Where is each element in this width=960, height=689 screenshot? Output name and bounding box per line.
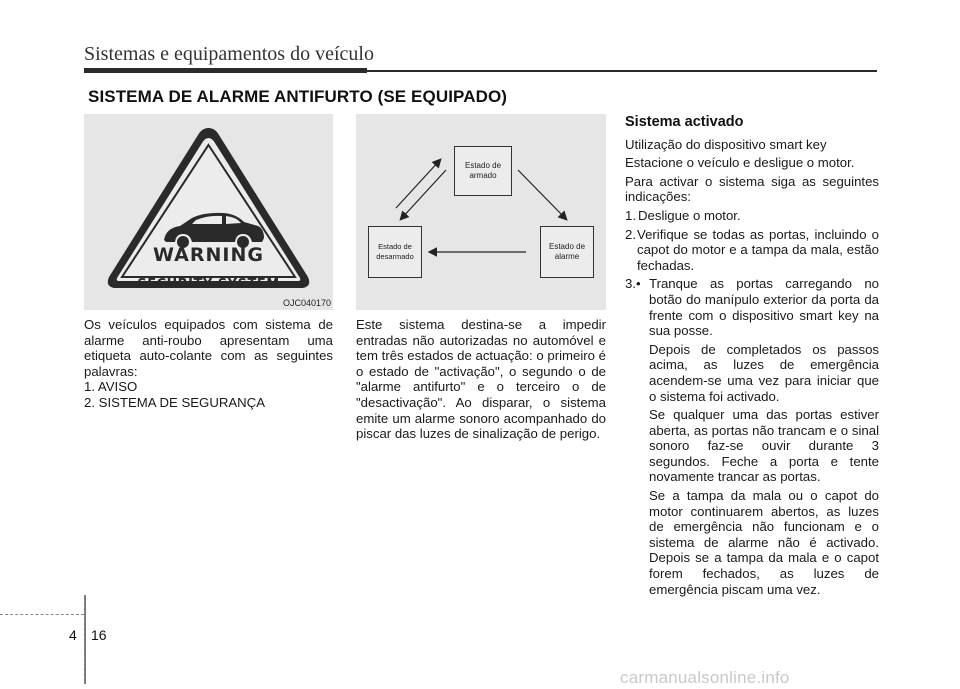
step-3-note-3: Se a tampa da mala ou o capot do motor continuarem abertos, as luzes de emergência não funcionam e o sistema de alarme não é activado. Depois se a tampa da mala e o capot forem fechados, as luzes de emergência piscam uma vez. xyxy=(649,488,879,597)
warning-text: WARNING xyxy=(153,244,264,266)
step-1: 1. Desligue o motor. xyxy=(625,207,741,223)
left-item-2: 2. SISTEMA DE SEGURANÇA xyxy=(84,394,266,410)
state-armed-box: Estado de armado xyxy=(454,146,512,196)
footer-horizontal-rule xyxy=(0,614,84,616)
watermark: carmanualsonline.info xyxy=(620,668,790,687)
header-rule-thick xyxy=(84,68,367,73)
arrow-armed-to-alarm xyxy=(518,170,566,219)
middle-paragraph: Este sistema destina-se a impedir entradas não autorizadas no automóvel e tem três estados de actuação: o primeiro é o estado de "activação", o segundo o de "alarme antifurto" e o terceiro o de "desactivação". Ao disparar, o sistema emite um alarme sonoro acompanhado do piscar das luzes de sinalização de perigo. xyxy=(356,317,606,442)
page-header-title: Sistemas e equipamentos do veículo xyxy=(84,43,374,65)
footer-vertical-rule xyxy=(84,595,86,684)
left-column-text xyxy=(84,317,333,411)
alarm-state-diagram xyxy=(356,114,606,310)
right-p3: Para activar o sistema siga as seguintes indicações: xyxy=(625,173,879,205)
step-3: 3.• Tranque as portas carregando no botão do manípulo exterior da porta da frente com o dispositivo smart key na sua posse. xyxy=(625,276,879,339)
step-3-note-1: Depois de completados os passos acima, as luzes de emergência acendem-se uma vez para iniciar que o sistema foi activado. xyxy=(649,341,879,404)
right-p1: Utilização do dispositivo smart key xyxy=(625,136,827,152)
step-3-note-2: Se qualquer uma das portas estiver aberta, as portas não trancam e o sinal sonoro faz-se ouvir durante 3 segundos. Feche a porta e tente novamente trancar as portas. xyxy=(649,407,879,485)
step-2: 2. Verifique se todas as portas, incluindo o capot do motor e a tampa da mala, estão fechadas. xyxy=(625,226,879,273)
section-title: SISTEMA DE ALARME ANTIFURTO (SE EQUIPADO) xyxy=(88,87,508,106)
state-disarmed-box: Estado de desarmado xyxy=(368,226,422,278)
warning-label-figure xyxy=(84,114,333,310)
page-number: 16 xyxy=(91,627,107,643)
right-p2: Estacione o veículo e desligue o motor. xyxy=(625,155,855,171)
state-arrows xyxy=(356,114,606,310)
right-column-text xyxy=(625,115,879,597)
right-subtitle: Sistema activado xyxy=(625,114,744,130)
left-intro: Os veículos equipados com sistema de alarme anti-roubo apresentam uma etiqueta auto-colante com as seguintes palavras: xyxy=(84,317,333,379)
left-item-1: 1. AVISO xyxy=(84,379,138,395)
state-alarm-box: Estado de alarme xyxy=(540,226,594,278)
middle-column-text xyxy=(356,317,606,442)
figure-code: OJC040170 xyxy=(282,298,331,308)
security-system-text: SECURITY SYSTEM xyxy=(137,277,280,292)
header-rule-thin xyxy=(367,70,877,72)
page-chapter: 4 xyxy=(69,627,77,643)
